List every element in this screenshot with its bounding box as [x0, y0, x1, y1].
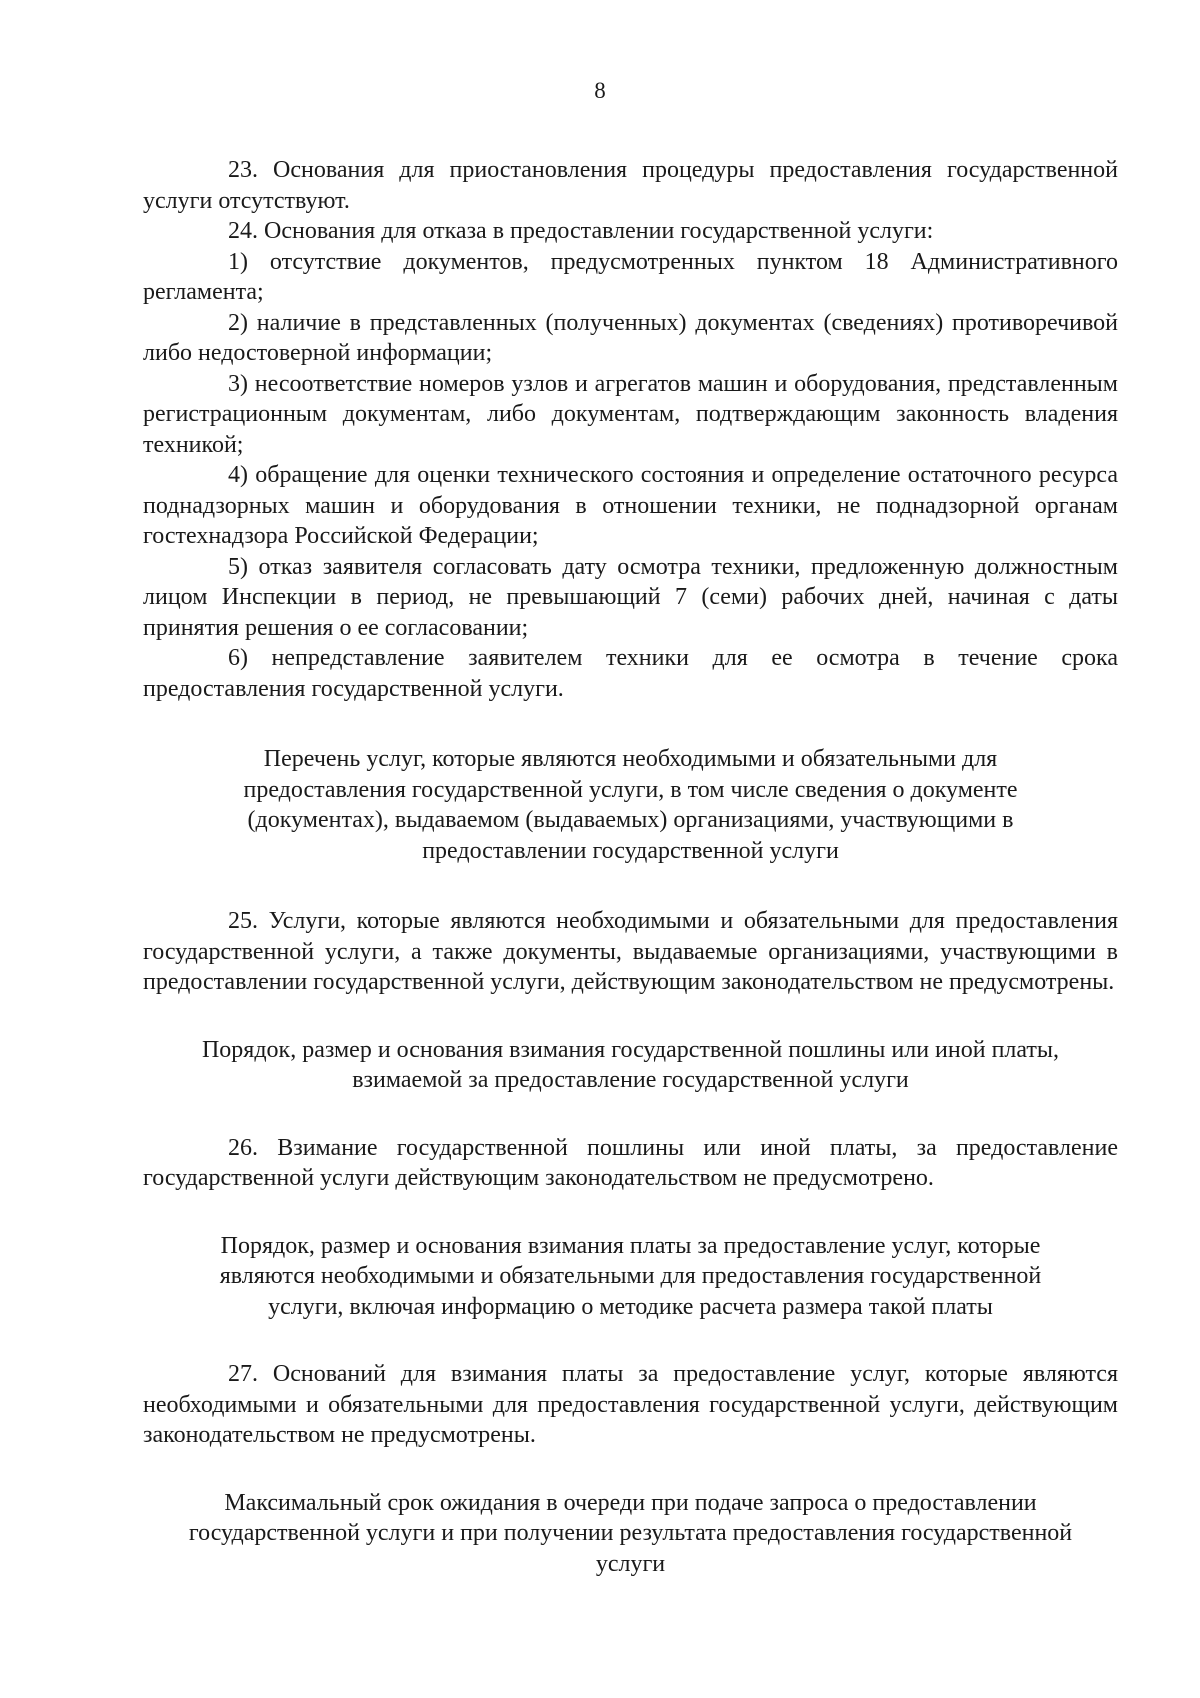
heading-line: предоставления государственной услуги, в том числе сведения о документе	[243, 776, 1018, 803]
heading-line: Перечень услуг, которые являются необходимыми и обязательными для	[263, 746, 998, 772]
list-item-3: 3) несоответствие номеров узлов и агрегатов машин и оборудования, представленным регистрационным документам, либо документам, подтверждающим законность владения техникой;	[143, 370, 1118, 458]
list-item-6: 6) непредставление заявителем техники для ее осмотра в течение срока предоставления государственной услуги.	[143, 645, 1118, 702]
list-item-2: 2) наличие в представленных (полученных) документах (сведениях) противоречивой либо недостоверной информации;	[143, 309, 1118, 366]
document-body	[143, 155, 1118, 1579]
heading-line: услуги, включая информацию о методике расчета размера такой платы	[268, 1293, 993, 1320]
heading-line: взимаемой за предоставление государственной услуги	[352, 1067, 909, 1093]
paragraph-27: 27. Оснований для взимания платы за предоставление услуг, которые являются необходимыми и обязательными для предоставления государственной услуги, действующим законодательством не предусмотрены.	[143, 1361, 1118, 1448]
heading-line: Максимальный срок ожидания в очереди при подаче запроса о предоставлении	[224, 1489, 1037, 1516]
list-item-4: 4) обращение для оценки технического состояния и определение остаточного ресурса поднадзорных машин и оборудования в отношении техники, не поднадзорной органам гостехнадзора Российской Федерации;	[143, 462, 1118, 549]
list-item-1: 1) отсутствие документов, предусмотренных пунктом 18 Административного регламента;	[143, 248, 1118, 305]
paragraph-26: 26. Взимание государственной пошлины или иной платы, за предоставление государственной услуги действующим законодательством не предусмотрено.	[143, 1134, 1118, 1191]
paragraph-25: 25. Услуги, которые являются необходимыми и обязательными для предоставления государственной услуги, а также документы, выдаваемые организациями, участвующими в предоставлении государственной услуги, действующим законодательством не предусмотрены.	[143, 908, 1118, 995]
heading-line: предоставлении государственной услуги	[422, 837, 839, 864]
heading-line: (документах), выдаваемом (выдаваемых) организациями, участвующими в	[247, 807, 1014, 833]
section-heading-queue-time	[143, 1488, 1118, 1580]
list-item-5: 5) отказ заявителя согласовать дату осмотра техники, предложенную должностным лицом Инспекции в период, не превышающий 7 (семи) рабочих дней, начиная с даты принятия решения о ее согласовании;	[143, 553, 1118, 641]
heading-line: государственной услуги и при получении результата предоставления государственной	[188, 1520, 1073, 1546]
paragraph-23: 23. Основания для приостановления процедуры предоставления государственной услуги отсутствуют.	[143, 157, 1118, 214]
heading-line: Порядок, размер и основания взимания платы за предоставление услуг, которые	[220, 1232, 1041, 1259]
heading-line: услуги	[595, 1550, 666, 1577]
section-heading-services-list	[143, 744, 1118, 866]
section-heading-service-fee	[143, 1231, 1118, 1323]
paragraph-24: 24. Основания для отказа в предоставлении государственной услуги:	[228, 218, 934, 244]
heading-line: являются необходимыми и обязательными для предоставления государственной	[219, 1263, 1042, 1289]
heading-line: Порядок, размер и основания взимания государственной пошлины или иной платы,	[201, 1036, 1060, 1063]
page-number: 8	[594, 78, 606, 103]
section-heading-state-fee	[143, 1035, 1118, 1096]
